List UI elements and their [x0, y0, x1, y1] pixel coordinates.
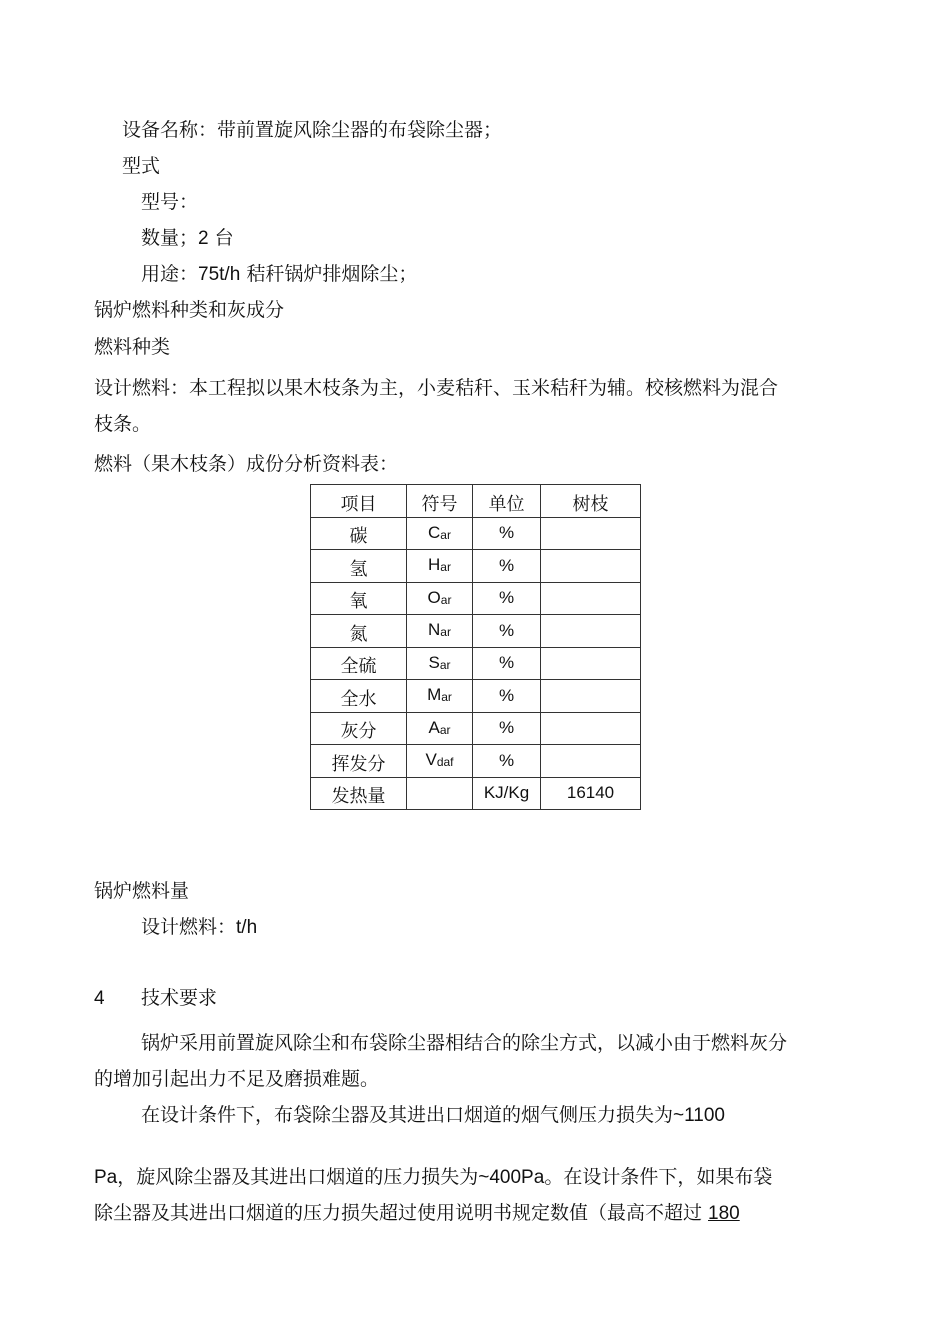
symbol-letter: A — [428, 717, 440, 737]
paragraph-4-line — [94, 1200, 740, 1227]
header-unit: 单位 — [473, 485, 541, 518]
symbol-letter: N — [428, 620, 441, 640]
cell-item: 碳 — [311, 517, 407, 550]
cell-item: 挥发分 — [311, 745, 407, 778]
fuel-heading: 锅炉燃料种类和灰成分 — [94, 299, 285, 321]
section-heading — [94, 985, 217, 1012]
cell-value — [541, 550, 641, 583]
design-fuel-amount-line — [141, 914, 257, 941]
cell-unit: % — [473, 712, 541, 745]
cell-symbol — [407, 517, 473, 550]
symbol-subscript: ar — [441, 690, 452, 705]
type-heading: 型式 — [122, 155, 161, 177]
quantity-label: 数量； — [141, 227, 199, 249]
fuel-analysis-table — [310, 484, 641, 810]
section-title: 技术要求 — [141, 987, 218, 1009]
cell-symbol — [407, 582, 473, 615]
cell-item: 全水 — [311, 680, 407, 713]
header-item: 项目 — [311, 485, 407, 518]
table-header-row — [311, 485, 641, 518]
cell-value — [541, 582, 641, 615]
cell-item: 发热量 — [311, 777, 407, 810]
cell-value — [541, 745, 641, 778]
table-row — [311, 777, 641, 810]
cell-value — [541, 647, 641, 680]
paragraph-1-line-2: 的增加引起出力不足及磨损难题。 — [94, 1068, 380, 1090]
quantity-line — [141, 225, 234, 252]
symbol-subscript: daf — [436, 755, 454, 770]
cell-item: 灰分 — [311, 712, 407, 745]
paragraph-3-unit: Pa — [94, 1167, 118, 1188]
table-row — [311, 550, 641, 583]
section-number: 4 — [94, 988, 105, 1009]
paragraph-3-text: ，旋风除尘器及其进出口烟道的压力损失为 — [117, 1166, 479, 1188]
cell-value — [541, 680, 641, 713]
cell-symbol — [407, 777, 473, 810]
paragraph-3-line — [94, 1164, 772, 1191]
cell-value: 16140 — [541, 777, 641, 810]
table-caption: 燃料（果木枝条）成份分析资料表： — [94, 453, 399, 475]
cell-unit: % — [473, 582, 541, 615]
symbol-letter: M — [427, 685, 442, 705]
usage-text: 秸秆锅炉排烟除尘； — [246, 263, 418, 285]
symbol-letter: V — [425, 750, 437, 770]
table-row — [311, 582, 641, 615]
paragraph-4-text: 除尘器及其进出口烟道的压力损失超过使用说明书规定数值（最高不超过 — [94, 1202, 703, 1224]
cell-unit: % — [473, 550, 541, 583]
cell-unit: % — [473, 647, 541, 680]
cell-symbol — [407, 550, 473, 583]
cell-unit: % — [473, 615, 541, 648]
design-fuel-line-1: 设计燃料：本工程拟以果木枝条为主，小麦秸秆、玉米秸秆为辅。校核燃料为混合 — [94, 377, 779, 399]
model-line: 型号： — [141, 191, 199, 213]
symbol-letter: H — [428, 555, 441, 575]
table-row — [311, 712, 641, 745]
cell-symbol — [407, 680, 473, 713]
usage-line — [141, 261, 417, 288]
symbol-subscript: ar — [439, 722, 451, 737]
cell-symbol — [407, 647, 473, 680]
header-symbol: 符号 — [407, 485, 473, 518]
quantity-value: 2 — [198, 228, 209, 249]
cell-unit: % — [473, 680, 541, 713]
usage-label: 用途： — [141, 263, 199, 285]
usage-value: 75t/h — [198, 264, 241, 285]
cell-symbol — [407, 745, 473, 778]
paragraph-2-value: ~1100 — [673, 1105, 725, 1126]
table-row — [311, 615, 641, 648]
paragraph-2-line — [141, 1102, 725, 1129]
symbol-letter: C — [428, 522, 441, 542]
cell-value — [541, 517, 641, 550]
table-row — [311, 647, 641, 680]
table-row — [311, 680, 641, 713]
symbol-subscript: ar — [439, 657, 451, 672]
cell-item: 全硫 — [311, 647, 407, 680]
paragraph-4-value: 180 — [708, 1203, 740, 1224]
design-fuel-amount-label: 设计燃料： — [141, 916, 237, 938]
cell-item: 氧 — [311, 582, 407, 615]
paragraph-3-text-end: 。在设计条件下，如果布袋 — [544, 1166, 773, 1188]
symbol-subscript: ar — [440, 625, 451, 640]
cell-item: 氢 — [311, 550, 407, 583]
quantity-unit: 台 — [214, 227, 234, 249]
paragraph-2-text: 在设计条件下，布袋除尘器及其进出口烟道的烟气侧压力损失为 — [141, 1104, 674, 1126]
cell-symbol — [407, 615, 473, 648]
cell-value — [541, 615, 641, 648]
symbol-subscript: ar — [440, 560, 451, 575]
cell-item: 氮 — [311, 615, 407, 648]
device-name-line: 设备名称：带前置旋风除尘器的布袋除尘器； — [122, 119, 503, 141]
cell-symbol — [407, 712, 473, 745]
table-row — [311, 745, 641, 778]
table-row — [311, 517, 641, 550]
paragraph-3-value: ~400Pa — [478, 1167, 545, 1188]
symbol-subscript: ar — [440, 527, 451, 542]
cell-unit: % — [473, 517, 541, 550]
symbol-subscript: ar — [440, 592, 452, 607]
header-value: 树枝 — [541, 485, 641, 518]
design-fuel-line-2: 枝条。 — [94, 413, 152, 435]
design-fuel-amount-unit: t/h — [236, 917, 258, 938]
cell-value — [541, 712, 641, 745]
cell-unit: KJ/Kg — [473, 777, 541, 810]
symbol-letter: O — [427, 587, 441, 607]
symbol-letter: S — [428, 652, 440, 672]
paragraph-1-line-1: 锅炉采用前置旋风除尘和布袋除尘器相结合的除尘方式，以减小由于燃料灰分 — [141, 1032, 788, 1054]
fuel-type-heading: 燃料种类 — [94, 336, 171, 358]
cell-unit: % — [473, 745, 541, 778]
fuel-amount-heading: 锅炉燃料量 — [94, 880, 190, 902]
